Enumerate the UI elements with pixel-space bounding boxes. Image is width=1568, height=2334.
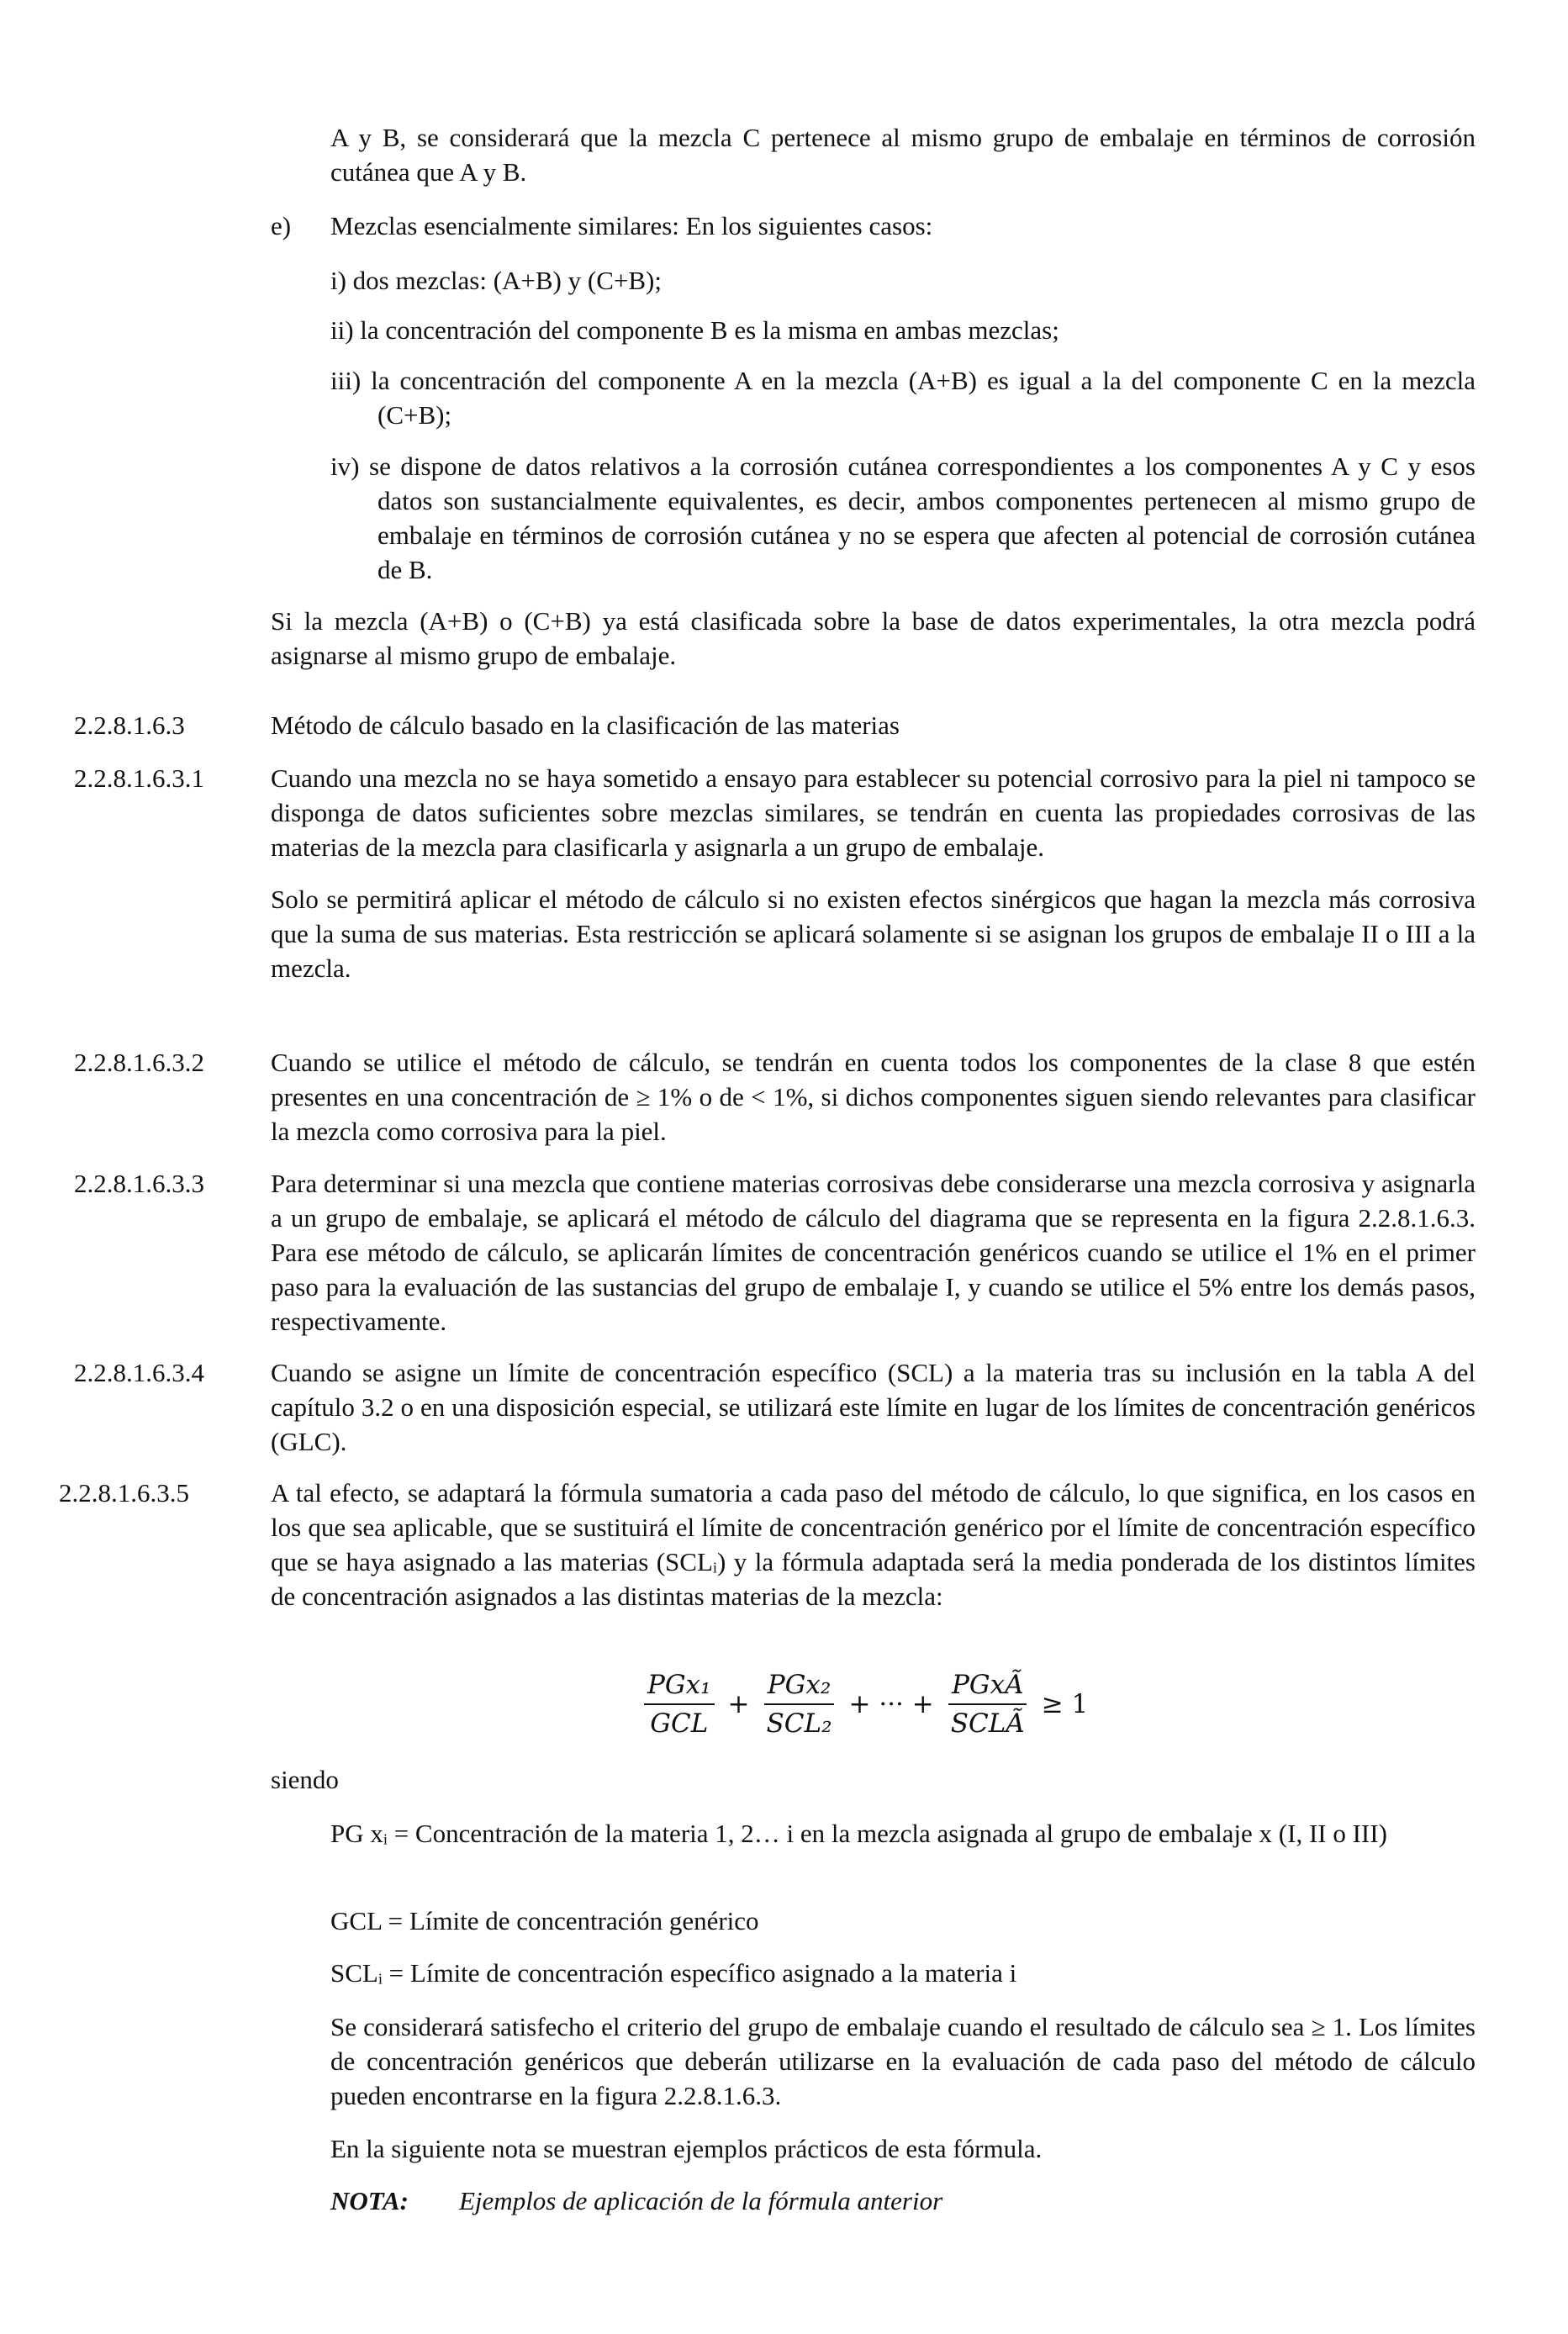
continuation-paragraph: A y B, se considerará que la mezcla C pertenece al mismo grupo de embalaje en términos de corrosión cutánea que A y B.: [330, 123, 1476, 187]
formula-fraction-2: $\frac{\text{PGx₂}}{\text{SCL₂}}$: [763, 1666, 836, 1742]
note-label: NOTA:: [330, 2186, 409, 2215]
list-item-text: Mezclas esencialmente similares: En los siguientes casos:: [330, 211, 933, 240]
roman-item-i: i) dos mezclas: (A+B) y (C+B);: [330, 266, 662, 295]
section-heading: Método de cálculo basado en la clasificación de las materias: [271, 710, 900, 740]
note: [330, 2184, 942, 2218]
section-paragraph: A tal efecto, se adaptará la fórmula sumatoria a cada paso del método de cálculo, lo que significa, en los casos en los que sea aplicable, que se sustituirá el límite de concentración genérico por el límite de concentración específico que se haya asignado a las materias (SCLᵢ) y la fórmula adaptada será la media ponderada de los distintos límites de concentración asignados a las distintas materias de la mezcla:: [271, 1478, 1476, 1611]
summation-formula: [639, 1658, 1096, 1750]
note-text: Ejemplos de aplicación de la fórmula anterior: [459, 2186, 943, 2215]
roman-item-iv: iv) se dispone de datos relativos a la corrosión cutánea correspondientes a los componentes A y C y esos datos son sustancialmente equivalentes, es decir, ambos componentes pertenecen al mismo grupo de embalaje en términos de corrosión cutánea y no se espera que afecten al potencial de corrosión cutánea de B.: [330, 451, 1476, 584]
definition-pgx: PG xᵢ = Concentración de la materia 1, 2… i en la mezcla asignada al grupo de embalaje x (I, II o III): [330, 1819, 1387, 1848]
definition-gcl: GCL = Límite de concentración genérico: [330, 1906, 759, 1935]
siendo-label: siendo: [271, 1765, 339, 1794]
section-2-2-8-1-6-3: [0, 708, 1568, 742]
formula-ellipsis: + ··· +: [848, 1688, 934, 1719]
section-number: 2.2.8.1.6.3.5: [59, 1478, 189, 1508]
roman-item-ii: ii) la concentración del componente B es la misma en ambas mezclas;: [330, 315, 1059, 345]
section-2-2-8-1-6-3-3: [0, 1166, 1568, 1339]
formula-fraction-1: $\frac{\text{PGx₁}}{\text{GCL}}$: [644, 1666, 715, 1742]
section-number: 2.2.8.1.6.3.4: [74, 1358, 204, 1387]
section-2-2-8-1-6-3-4: [0, 1355, 1568, 1459]
section-paragraph: Cuando una mezcla no se haya sometido a ensayo para establecer su potencial corrosivo para la piel ni tampoco se disponga de datos suficientes sobre mezclas similares, se tendrán en cuenta las propiedades corrosivas de las materias de la mezcla para clasificarla y asignarla a un grupo de embalaje.: [271, 763, 1476, 862]
formula-fraction-3: $\frac{\text{PGxÃ}}{\text{SCLÃ}}$: [948, 1666, 1028, 1742]
mixture-paragraph: Si la mezcla (A+B) o (C+B) ya está clasificada sobre la base de datos experimentales, la otra mezcla podrá asignarse al mismo grupo de embalaje.: [271, 606, 1476, 670]
section-number: 2.2.8.1.6.3: [74, 710, 185, 740]
list-item-e: [271, 209, 1476, 243]
section-paragraph: Solo se permitirá aplicar el método de cálculo si no existen efectos sinérgicos que hagan la mezcla más corrosiva que la suma de sus materias. Esta restricción se aplicará solamente si se asignan los grupos de embalaje II o III a la mezcla.: [271, 884, 1476, 983]
section-paragraph: Para determinar si una mezcla que contiene materias corrosivas debe considerarse una mezcla corrosiva y asignarla a un grupo de embalaje, se aplicará el método de cálculo del diagrama que se representa en la figura 2.2.8.1.6.3. Para ese método de cálculo, se aplicarán límites de concentración genéricos cuando se utilice el 1% en el primer paso para la evaluación de las sustancias del grupo de embalaje I, y cuando se utilice el 5% entre los demás pasos, respectivamente.: [271, 1169, 1476, 1336]
section-paragraph: Cuando se asigne un límite de concentración específico (SCL) a la materia tras su inclusión en la tabla A del capítulo 3.2 o en una disposición especial, se utilizará este límite en lugar de los límites de concentración genéricos (GLC).: [271, 1358, 1476, 1456]
criterion-paragraph: Se considerará satisfecho el criterio del grupo de embalaje cuando el resultado de cálculo sea ≥ 1. Los límites de concentración genéricos que deberán utilizarse en la evaluación de cada paso del método de cálculo pueden encontrarse en la figura 2.2.8.1.6.3.: [330, 2012, 1476, 2110]
list-item-label: e): [271, 211, 292, 240]
definition-scl: SCLᵢ = Límite de concentración específico asignado a la materia i: [330, 1958, 1017, 1988]
formula-plus: +: [727, 1688, 750, 1719]
examples-intro: En la siguiente nota se muestran ejemplos prácticos de esta fórmula.: [330, 2134, 1043, 2163]
section-2-2-8-1-6-3-5: [0, 1476, 1568, 1613]
section-paragraph: Cuando se utilice el método de cálculo, se tendrán en cuenta todos los componentes de la clase 8 que estén presentes en una concentración de ≥ 1% o de < 1%, si dichos componentes siguen siendo relevantes para clasificar la mezcla como corrosiva para la piel.: [271, 1048, 1476, 1146]
section-number: 2.2.8.1.6.3.2: [74, 1048, 204, 1077]
roman-item-iii: iii) la concentración del componente A en la mezcla (A+B) es igual a la del componente C en la mezcla (C+B);: [330, 366, 1476, 430]
section-number: 2.2.8.1.6.3.3: [74, 1169, 204, 1198]
section-number: 2.2.8.1.6.3.1: [74, 763, 204, 793]
formula-geq: ≥ 1: [1041, 1688, 1089, 1719]
section-2-2-8-1-6-3-1: [0, 761, 1568, 985]
section-2-2-8-1-6-3-2: [0, 1045, 1568, 1149]
